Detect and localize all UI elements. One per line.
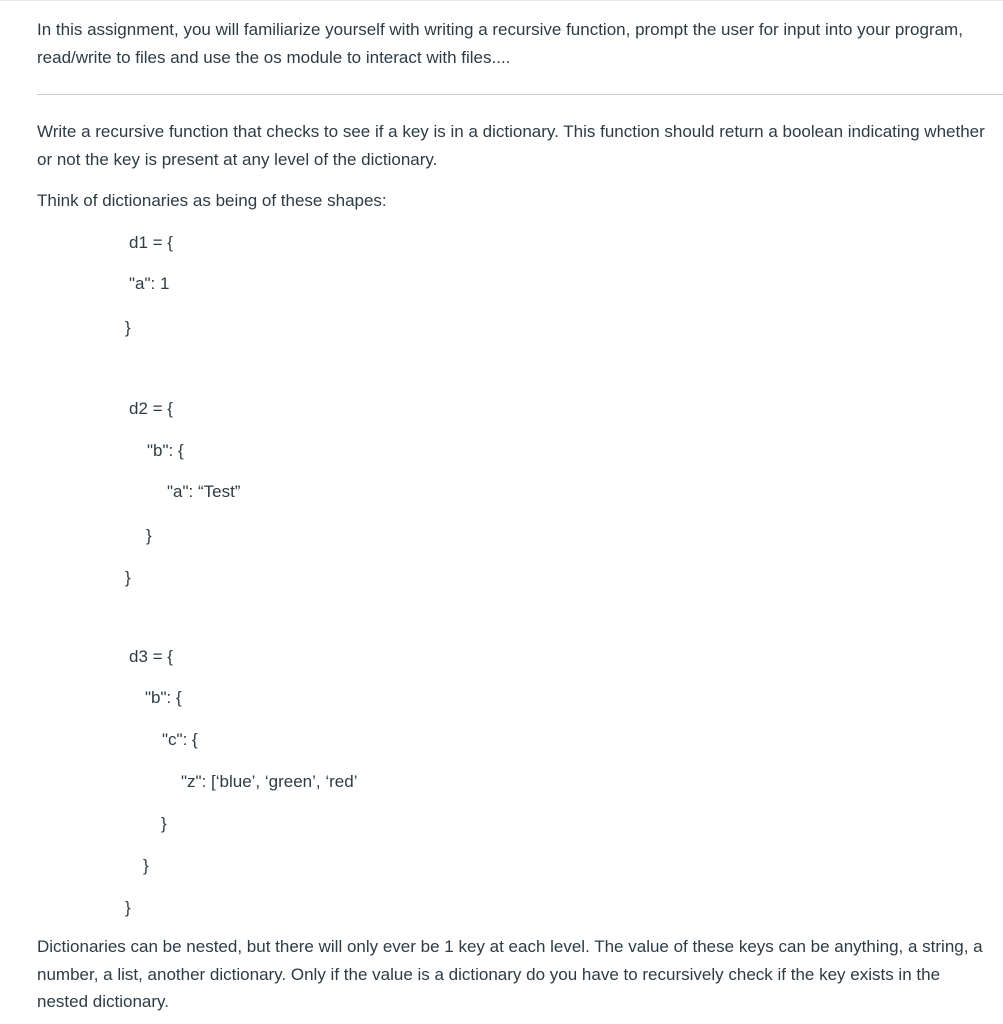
- closing-paragraph: Dictionaries can be nested, but there will only ever be 1 key at each level. The value of these keys can be anything, a string, a number, a list, another dictionary. Only if the value is a dictionary do you have to recursively check if the key exists in the nested dictionary.: [37, 937, 983, 1011]
- d1-key-a-line: "a": 1: [129, 274, 170, 293]
- d1-close-brace: }: [125, 318, 131, 337]
- d1-open-line: d1 = {: [129, 233, 173, 252]
- d2-close-b-brace: }: [146, 526, 152, 545]
- d2-key-b-line: "b": {: [147, 441, 184, 460]
- d2-open-line: d2 = {: [129, 399, 173, 418]
- d3-key-b-line: "b": {: [145, 688, 182, 707]
- d3-key-c-line: "c": {: [162, 730, 198, 749]
- d3-key-z-line: "z": [‘blue’, ‘green’, ‘red’: [181, 772, 358, 791]
- d2-close-brace: }: [125, 568, 131, 587]
- d2-key-a-line: "a": “Test”: [167, 482, 241, 501]
- task-paragraph: Write a recursive function that checks to see if a key is in a dictionary. This function should return a boolean indicating whether or not the key is present at any level of the dictionary.: [37, 122, 985, 169]
- intro-paragraph: In this assignment, you will familiarize yourself with writing a recursive function, prompt the user for input into your program, read/write to files and use the os module to interact with files....: [37, 20, 963, 67]
- section-divider: [37, 94, 1003, 95]
- d3-open-line: d3 = {: [129, 647, 173, 666]
- d3-close-brace: }: [125, 898, 131, 917]
- d3-close-c-brace: }: [161, 814, 167, 833]
- top-border: [0, 0, 1003, 1]
- shapes-intro-text: Think of dictionaries as being of these shapes:: [37, 191, 387, 210]
- d3-close-b-brace: }: [143, 856, 149, 875]
